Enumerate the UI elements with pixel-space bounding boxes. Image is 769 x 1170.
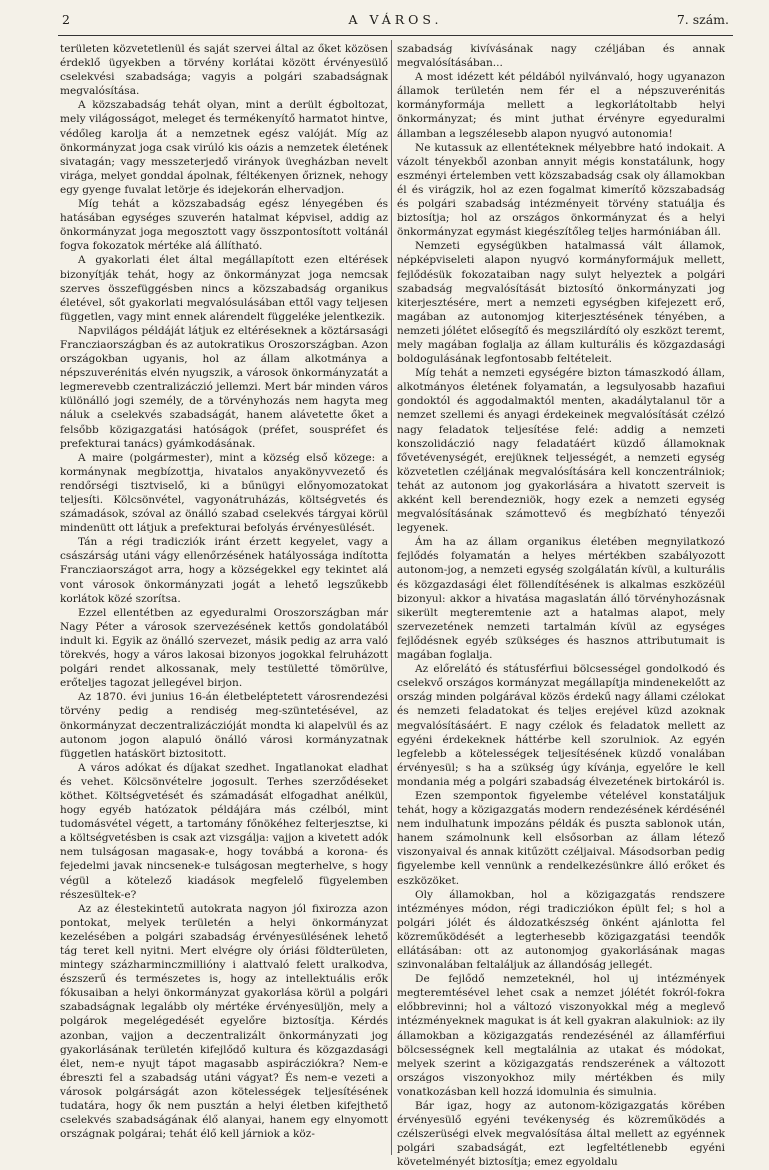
- paragraph: Az az élestekintetű autokrata nagyon jól fixirozza azon pontokat, melyek területén a helyi önkormányzat kezelésében a polgári szabadság érvényesülésének lehető tág teret kell nyitni. Mert elvégre oly óriási földterületen, mintegy százharminczmillióny i alattvaló felett uralkodva, észszerű és természetes is, hogy az intellektuális erők fókusaiban a helyi önkormányzat gyakorlása körül a polgári szabadságnak legalább oly mértéke érvényesüljön, mely a polgárok megelégedését egyelőre biztosítja. Kérdés azonban, vajjon a deczentralizált önkormányzati jog gyakorlásának területén kifejlődő kultura és közgazdasági élet, nem-e nyujt tápot magasabb aspirácziókra? Nem-e ébreszti fel a szabadság utáni vágyat? És nem-e vezeti a városok polgárságát azon kötelességek teljesítésének tudatára, hogy ők nem pusztán a helyi életben kifejthető cselekvés szabadságának élő alanyai, hanem egy elnyomott országnak polgárai; tehát élő kell járniok a köz-: [60, 902, 388, 1141]
- paragraph: A gyakorlati élet által megállapított ezen eltérések bizonyítják tehát, hogy az önkormányzat joga nemcsak szerves összefüggésben nincs a közszabadság organikus életével, sőt gyakorlati megvalósulásában ettől vagy teljesen független, vagy mint ennek alárendelt függeléke jelentkezik.: [60, 254, 388, 323]
- paragraph: Az 1870. évi junius 16-án életbeléptetett városrendezési törvény pedig a rendiség meg-szüntetésével, az önkormányzat deczentralizáczióját mondta ki alapelvül és az autonom jogon alapuló önálló városi kormányzatnak független hatáskört biztositott.: [60, 691, 388, 760]
- publication-title: A VÁROS.: [348, 12, 443, 27]
- paragraph: Míg tehát a közszabadság egész lényegében és hatásában egységes szuverén hatalmat képvisel, addig az önkormányzat joga megosztott vagy összpontosított voltánál fogva fokozatok mértéke alá állítható.: [60, 198, 388, 253]
- paragraph: A közszabadság tehát olyan, mint a derült égboltozat, mely világosságot, meleget és termékenyítő harmatot hintve, védőleg karolja át a nemzetnek egész valóját. Míg az önkormányzat joga csak virúló kis oázis a nemzetek életének sivatagán; vagy messzeterjedő virányok üvegházban nevelt virága, melyet gonddal ápolnak, féltékenyen őriznek, nehogy egy gyenge fuvalat letörje és idejekorán elhervadjon.: [60, 99, 388, 196]
- paragraph: Ne kutassuk az ellentéteknek mélyebbre ható indokait. A vázolt tényekből azonban annyit mégis konstatálunk, hogy eszményi értelemben vett közszabadság csak oly államokban él és virágzik, hol az ezen fogalmat kimerítő közszabadság és polgári szabadság intézményeit törvény statuálja és biztosítja; hol az országos önkormányzat és a helyi önkormányzat egymást kiegészítőleg teljes harmóniában áll.: [397, 141, 725, 239]
- left-column: [60, 42, 388, 1154]
- paragraph: Napvilágos példáját látjuk ez eltéréseknek a köztársasági Francziaországban és az autokratikus Oroszországban. Azon országokban ugyanis, hol az állam alkotmánya a népszuverénitás elvén nyugszik, a városok önkormányzatát a legmerevebb czentralizáczió jellemzi. Mert bár minden város különálló jogi személy, de a törvényhozás nem hagyta meg náluk a cselekvés szabadságát, hanem alávetette őket a felsőbb közigazgatási hatóságok (préfet, souspréfet és prefekturai tanács) gyámkodásának.: [60, 324, 388, 450]
- issue-number: 7. szám.: [676, 12, 729, 27]
- paragraph: területen közvetetlenül és saját szervei által az őket közösen érdeklő ügyekben a törvény korlátai között érvényesülő cselekvési szabadsága; vagyis a polgári szabadságnak megvalósítása.: [60, 43, 388, 98]
- paragraph: De fejlődő nemzeteknél, hol uj intézmények megteremtésével lehet csak a nemzet jólétét fokról-fokra előbbrevinni; hol a változó viszonyokkal még a meglevő intézményeknek magukat is át kell gyakran alakulniok: az ily államokban a közigazgatás rendezésénél az államférfiui bölcsességnek kell megtalálnia az utakat és módokat, melyek szerint a közigazgatás rendszerének a változott országos viszonyokhoz mily mértékben és mily vonatkozásban kell hozzá idomulnia és simulnia.: [397, 973, 725, 1098]
- paragraph: Ám ha az állam organikus életében megnyilatkozó fejlődés folyamatán a helyes mértékben szabályozott autonom-jog, a nemzeti egység szolgálatán kívül, a kulturális és közgazdasági élet föllendítésének is alkalmas eszközéül bizonyul: akkor a hivatása magaslatán álló törvényhozásnak sikerült megteremtenie azt a hatalmas alapot, mely szervezetének nemzeti tartalmán kívül az egységes fejlődésnek egyéb szükséges és hasznos attributumait is magában foglalja.: [397, 536, 725, 662]
- paragraph: Bár igaz, hogy az autonom-közigazgatás körében érvényesülő egyéni tevékenység és közreműködés a czélszerüségi elvek megvalósítása által mellett az egyénnek polgári szabadságát, ezt legfeltétlenebb egyéni követelményét biztosítja; emez egyoldalu: [397, 1100, 725, 1169]
- header-rule: [58, 35, 733, 36]
- page-number: 2: [62, 12, 70, 27]
- paragraph: Oly államokban, hol a közigazgatás rendszere intézményes módon, régi tradicziókon épült fel; s hol a polgári jólét és áldozatkészség önként ajánlotta fel közreműködését a legterhesebb közigazgatási teendők ellátásában: ott az autonomjog gyakorlásának magas szinvonalában feltaláljuk az állandóság jellegét.: [397, 888, 725, 972]
- paragraph: Ezen szempontok figyelembe vételével konstatáljuk tehát, hogy a közigazgatás modern rendezésének kérdésénél nem indulhatunk impozáns példák és puszta sablonok után, hanem számolnunk kell elsősorban az állam létező viszonyaival és annak kitűzött czéljaival. Másodsorban pedig figyelembe kell vennünk a rendelkezésünkre álló erőket és eszközöket.: [397, 789, 725, 887]
- paragraph: szabadság kivívásának nagy czéljában és annak megvalósításában...: [397, 43, 725, 70]
- paragraph: Míg tehát a nemzeti egységére bizton támaszkodó állam, alkotmányos életének folyamatán, a legsulyosabb hazafiui gondoktól és aggodalmaktól menten, akadálytalanul tör a nemzet szellemi és anyagi érdekeinek megvalósítását czélzó nagy feladatok teljesítése felé: addig a nemzeti konszolidáczió nagy feladatáért küzdő államoknak fővetévenységét, erejüknek teljességét, a nemzeti egység közvetetlen czéljának megvalósítására kell konczentrálniok; tehát az autonom jog gyakorlására a hivatott szerveit is akként kell berendezniök, hogy ezek a nemzeti egység megvalósításának számottevő és megbízható tényezői legyenek.: [397, 367, 725, 535]
- page-header: [58, 12, 733, 32]
- paragraph: Nemzeti egységükben hatalmassá vált államok, népképviseleti alapon nyugvó kormányformájuk mellett, fejlődésük fokozataiban nagy sulyt helyeztek a polgári szabadság megvalósítását biztosító önkormányzati jog kiterjesztésére, mert a nemzeti egységben kifejezett erő, magában az autonomjog kiterjesztésének tényében, a nemzeti jólétet elősegítő és megszilárdító oly eszközt teremt, mely magában foglalja az állam kulturális és közgazdasági boldogulásának legfontosabb feltételeit.: [397, 240, 725, 366]
- paragraph: A maire (polgármester), mint a község első közege: a kormánynak megbízottja, hivatalos anyakönyvvezető és rendőrségi tisztviselő, ki a bűnügyi előnyomozatokat teljesíti. Kölcsönvétel, vagyonátruházás, költségvetés és számadások, szóval az önálló szabad cselekvés tárgyai körül mindenütt ott látjuk a prefekturai befolyás érvényesülését.: [60, 451, 388, 535]
- paragraph: Tán a régi tradicziók iránt érzett kegyelet, vagy a császárság utáni vágy ellenőrzésének hatályossága indította Francziaországot arra, hogy a községekkel egy tekintet alá vont városok önkormányzati jogát a lehető legszűkebb korlátok közé szorítsa.: [60, 536, 388, 605]
- right-column: [397, 42, 725, 1169]
- paragraph: Ezzel ellentétben az egyeduralmi Oroszországban már Nagy Péter a városok szervezésének kettős gondolatából indult ki. Egyik az önálló szervezet, másik pedig az arra való törekvés, hogy a város lakosai bizonyos jogokkal felruházott polgári rendet alkossanak, mely testületté tömörülve, erőteljes tagozat jellegével birjon.: [60, 606, 388, 690]
- paragraph: Az előrelátó és státusférfiui bölcsességel gondolkodó és cselekvő országos kormányzat megállapítja mindenekelőtt az ország minden polgárával közös érdekű nagy állami czélokat és nemzeti feladatokat és teljes erejével küzd azoknak megvalósításáért. E nagy czélok és feladatok mellett az egyéni érdekeknek háttérbe kell szorulniok. Az egyén legfelebb a kötelességek teljesítésének küzdő vonalában érvényesül; s ha a szükség úgy kívánja, egyelőre le kell mondania még a polgári szabadság élvezetének birtokáról is.: [397, 663, 725, 788]
- column-divider: [391, 40, 392, 1155]
- paragraph: A város adókat és díjakat szedhet. Ingatlanokat eladhat és vehet. Kölcsönvételre jogosult. Terhes szerződéseket köthet. Költségvetését és számadását elfogadhat anélkül, hogy egyéb hatózatok példájára más czélból, mint tudomásvétel végett, a tartomány főnökéhez felterjesztse, ki a költségvetésben is csak azt vizsgálja: vajjon a kivetett adók nem tulságosan magasak-e, hogy továbbá a korona- és fejedelmi javak nincsenek-e tulságosan megterhelve, s hogy végül a kötelező kiadások megfelelő fügyelemben részesültek-e?: [60, 761, 388, 901]
- paragraph: A most idézett két példából nyilvánvaló, hogy ugyanazon államok területén nem fér el a népszuverénitás kormányformája mellett a legkorlátoltabb helyi önkormányzat; és mint juthat érvényre egyeduralmi államban a legszélesebb alapon nyugvó autonomia!: [397, 71, 725, 140]
